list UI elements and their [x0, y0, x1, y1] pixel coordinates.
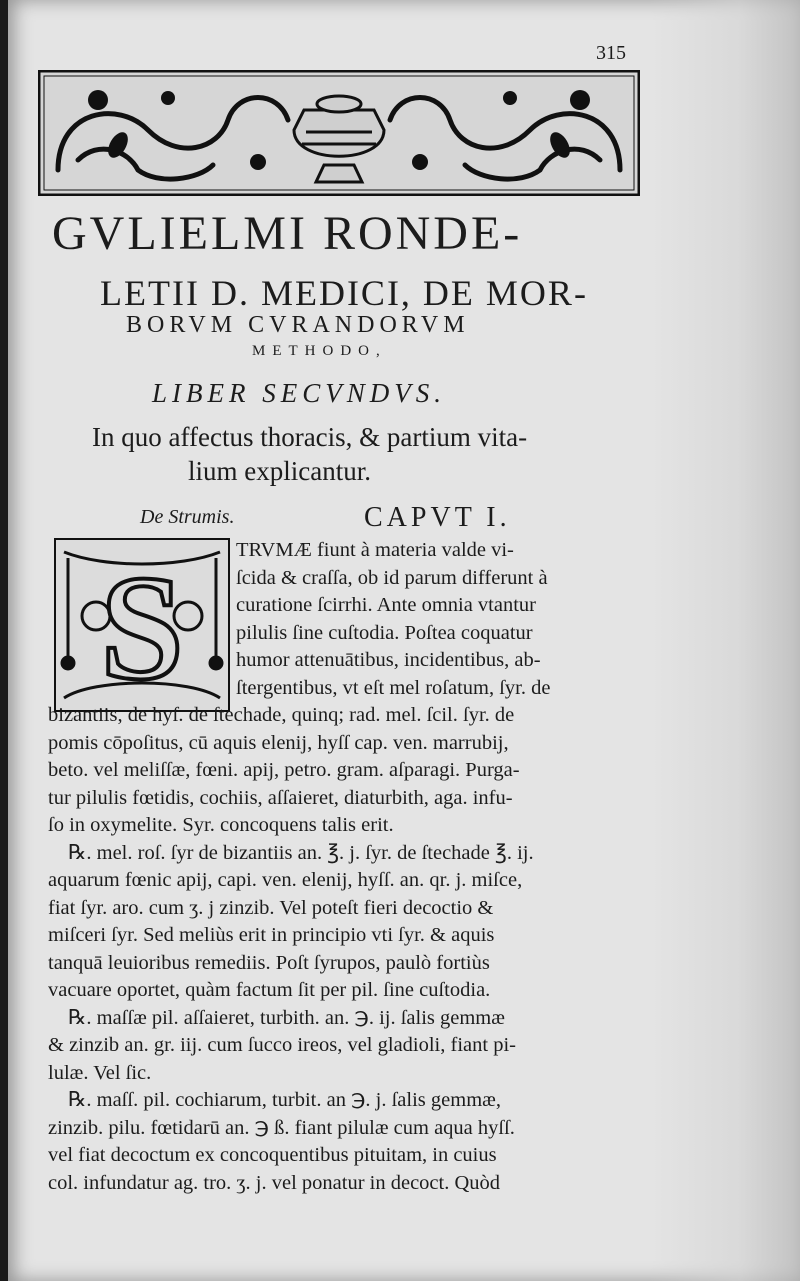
- body-line: ℞. maſſ. pil. cochiarum, turbit. an ℈. j. ſalis gemmæ,: [68, 1089, 501, 1111]
- book-description-2: lium explicantur.: [188, 456, 371, 486]
- chapter-label: CAPVT I.: [364, 502, 511, 533]
- page-edge-shadow: [650, 0, 800, 1281]
- body-line: curatione ſcirrhi. Ante omnia vtantur: [236, 594, 537, 616]
- title-line-1: GVLIELMI RONDE-: [52, 207, 523, 260]
- svg-text:S: S: [100, 545, 184, 711]
- ornamental-drop-cap: [54, 538, 230, 712]
- body-line: TRVMÆ fiunt à materia valde vi-: [236, 539, 514, 561]
- body-line: bizantiis, de hyſ. de ſtechade, quinq; rad. mel. ſcil. ſyr. de: [48, 704, 515, 726]
- body-line: ℞. mel. roſ. ſyr de bizantiis an. ℥. j. ſyr. de ſtechade ℥. ij.: [68, 841, 534, 864]
- body-line: ſtergentibus, vt eſt mel roſatum, ſyr. de: [236, 676, 551, 699]
- body-line: ſcida & craſſa, ob id parum differunt à: [236, 566, 548, 589]
- body-line: pilulis ſine cuſtodia. Poſtea coquatur: [236, 621, 533, 644]
- body-line: zinzib. pilu. fœtidarū an. ℈ ß. fiant pilulæ cum aqua hyſſ.: [48, 1116, 515, 1139]
- body-line: & zinzib an. gr. iij. cum ſucco ireos, vel gladioli, fiant pi-: [48, 1034, 516, 1056]
- title-line-3: BORVM CVRANDORVM: [126, 312, 470, 338]
- book-description-1: In quo affectus thoracis, & partium vita-: [92, 422, 528, 452]
- page-number: 315: [596, 42, 626, 64]
- body-line: col. infundatur ag. tro. ʒ. j. vel ponatur in decoct. Quòd: [48, 1171, 501, 1194]
- body-line: tur pilulis fœtidis, cochiis, aſſaieret, diaturbith, aga. infu-: [48, 786, 513, 809]
- body-line: aquarum fœnic apij, capi. ven. elenij, hyſſ. an. qr. j. miſce,: [48, 869, 523, 891]
- body-line: pomis cōpoſitus, cū aquis elenij, hyſſ cap. ven. marrubij,: [48, 731, 509, 754]
- title-line-4: METHODO,: [252, 343, 387, 359]
- body-line: ſo in oxymelite. Syr. concoquens talis erit.: [48, 814, 394, 836]
- book-label: LIBER SECVNDVS.: [152, 378, 446, 408]
- body-line: lulæ. Vel ſic.: [48, 1061, 152, 1084]
- book-page: [8, 0, 800, 1281]
- ornamental-headpiece: [38, 70, 640, 196]
- section-title: De Strumis.: [140, 506, 235, 528]
- body-line: vel fiat decoctum ex concoquentibus pituitam, in cuius: [48, 1144, 497, 1166]
- title-line-2: LETII D. MEDICI, DE MOR-: [100, 273, 588, 313]
- body-line: vacuare oportet, quàm factum ſit per pil. ſine cuſtodia.: [48, 979, 491, 1001]
- body-line: tanquā leuioribus remediis. Poſt ſyrupos, paulò fortiùs: [48, 951, 490, 974]
- body-line: ℞. maſſæ pil. aſſaieret, turbith. an. ℈. ij. ſalis gemmæ: [68, 1006, 505, 1029]
- body-line: fiat ſyr. aro. cum ʒ. j zinzib. Vel poteſt fieri decoctio &: [48, 896, 494, 919]
- body-line: miſceri ſyr. Sed meliùs erit in principio vti ſyr. & aquis: [48, 924, 495, 946]
- body-line: humor attenuātibus, incidentibus, ab-: [236, 649, 541, 671]
- body-line: beto. vel meliſſæ, fœni. apij, petro. gram. aſparagi. Purga-: [48, 759, 520, 781]
